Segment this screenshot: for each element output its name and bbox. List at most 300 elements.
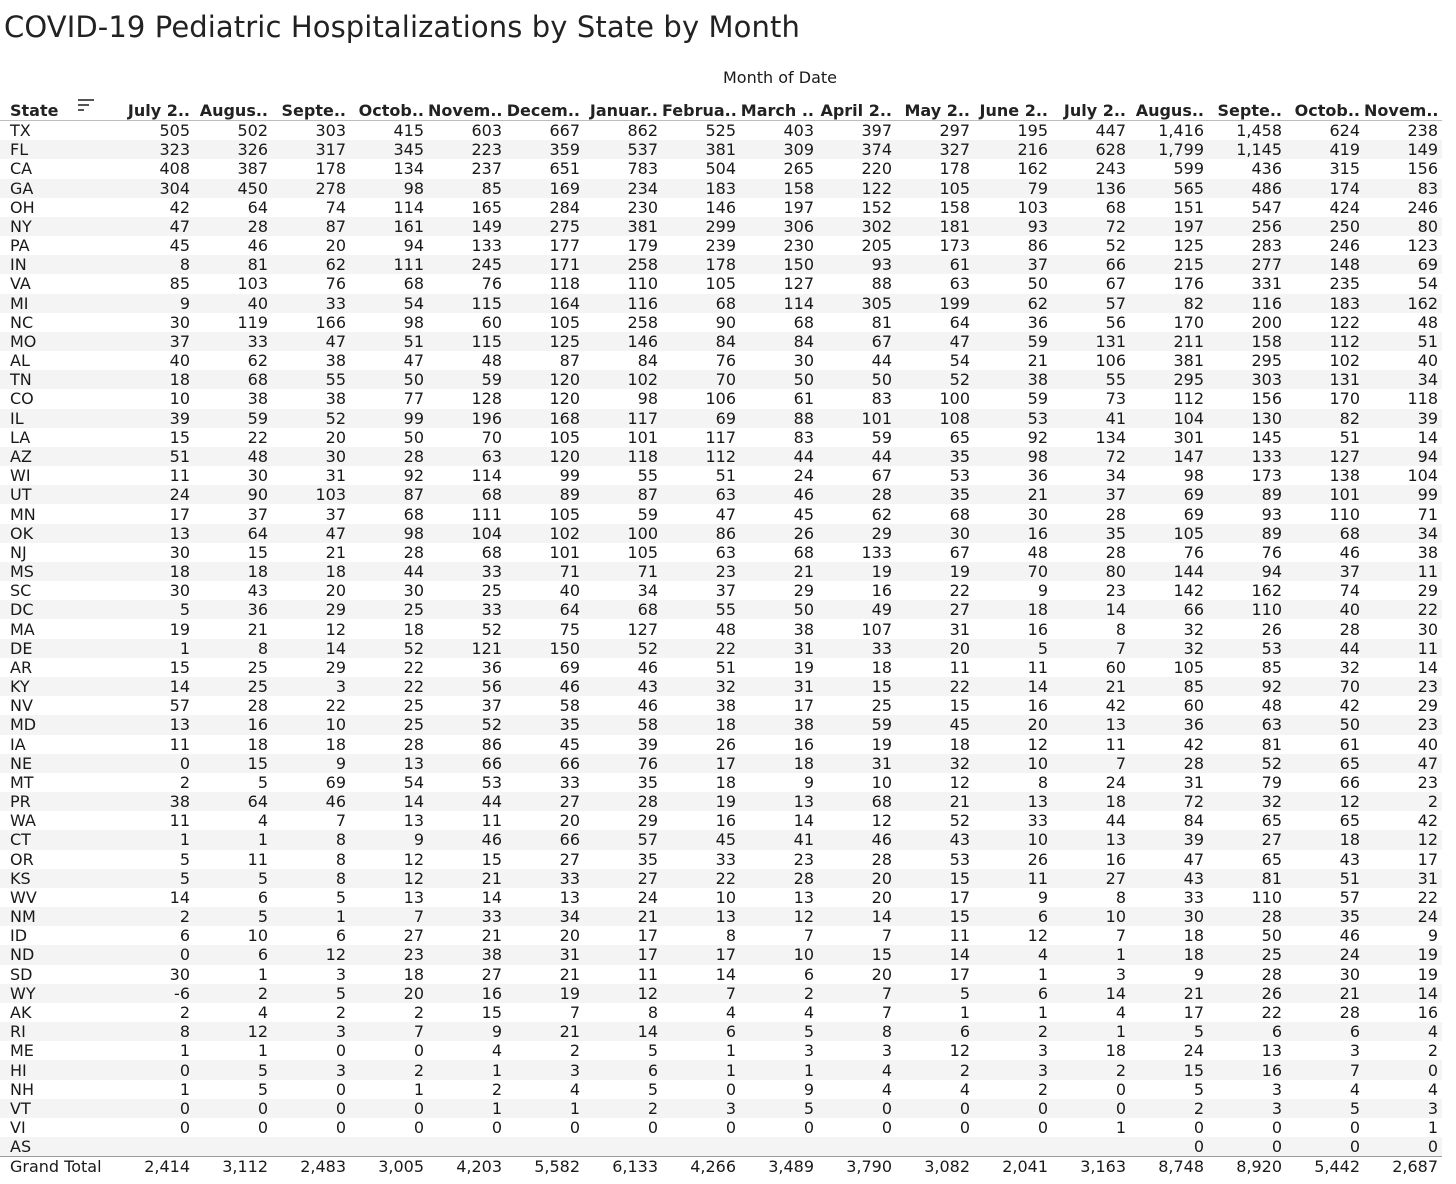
state-cell: ID [10, 926, 28, 946]
value-cell: 13 [559, 887, 580, 907]
value-cell: 0 [1037, 1118, 1048, 1138]
value-cell: 14 [325, 638, 346, 658]
value-cell: 7 [803, 926, 814, 946]
value-cell: 4 [881, 1060, 892, 1080]
value-cell: 85 [1261, 657, 1282, 677]
table-row [0, 1022, 1442, 1041]
grand-total-row [0, 1157, 1442, 1177]
month-column-header[interactable]: June 2.. [979, 101, 1048, 120]
value-cell: 44 [403, 562, 424, 582]
value-cell: 0 [959, 1118, 970, 1138]
value-cell: 45 [793, 504, 814, 524]
value-cell: 278 [315, 178, 346, 198]
value-cell: 30 [169, 964, 190, 984]
value-cell: 31 [325, 466, 346, 486]
value-cell: 277 [1251, 255, 1282, 275]
value-cell: 20 [871, 887, 892, 907]
value-cell: 47 [1417, 753, 1438, 773]
value-cell: 20 [403, 983, 424, 1003]
state-cell: MT [10, 772, 34, 792]
value-cell: 65 [1261, 811, 1282, 831]
value-cell: 0 [179, 1060, 190, 1080]
value-cell: 84 [715, 331, 736, 351]
month-column-header[interactable]: March .. [740, 101, 814, 120]
value-cell: 48 [715, 619, 736, 639]
month-column-header[interactable]: Augus.. [199, 101, 268, 120]
value-cell: 131 [1095, 331, 1126, 351]
value-cell: 98 [403, 523, 424, 543]
value-cell: 52 [1105, 236, 1126, 256]
value-cell: 98 [1183, 466, 1204, 486]
value-cell: 20 [325, 581, 346, 601]
value-cell: 31 [793, 638, 814, 658]
value-cell: 5 [179, 600, 190, 620]
value-cell: 79 [1027, 178, 1048, 198]
value-cell: 215 [1173, 255, 1204, 275]
value-cell: 331 [1251, 274, 1282, 294]
value-cell: 33 [715, 849, 736, 869]
sort-icon[interactable] [78, 99, 94, 113]
value-cell: 25 [403, 600, 424, 620]
value-cell: 147 [1173, 447, 1204, 466]
value-cell: 26 [793, 523, 814, 543]
value-cell: 14 [1105, 983, 1126, 1003]
value-cell: 25 [247, 677, 268, 697]
value-cell: 565 [1173, 178, 1204, 198]
month-column-header[interactable]: Septe.. [1217, 101, 1282, 120]
value-cell: 28 [403, 542, 424, 562]
value-cell: 624 [1329, 121, 1360, 141]
value-cell: 30 [1417, 619, 1438, 639]
value-cell: 30 [403, 581, 424, 601]
value-cell: 162 [1407, 293, 1438, 313]
value-cell: 98 [637, 389, 658, 409]
value-cell: 127 [783, 274, 814, 294]
value-cell: 381 [1173, 351, 1204, 371]
value-cell: 112 [1173, 389, 1204, 409]
value-cell: 150 [783, 255, 814, 275]
grand-total-cell: 6,133 [584, 1157, 662, 1177]
value-cell: 19 [169, 619, 190, 639]
value-cell: 55 [325, 370, 346, 390]
value-cell: 1 [725, 1060, 736, 1080]
value-cell: 57 [169, 696, 190, 716]
value-cell: 171 [549, 255, 580, 275]
month-column-header[interactable]: May 2.. [904, 101, 970, 120]
value-cell: 1 [179, 1079, 190, 1099]
state-cell: KY [10, 677, 30, 697]
value-cell: 105 [549, 427, 580, 447]
header-row [0, 94, 1442, 121]
value-cell: 0 [335, 1118, 346, 1138]
value-cell: 54 [403, 772, 424, 792]
value-cell: 59 [1027, 331, 1048, 351]
table-row [0, 600, 1442, 619]
state-cell: NY [10, 216, 32, 236]
value-cell: 31 [1183, 772, 1204, 792]
value-cell: 12 [247, 1022, 268, 1042]
state-cell: OR [10, 849, 34, 869]
state-cell: TN [10, 370, 32, 390]
value-cell: 183 [1329, 293, 1360, 313]
value-cell: 101 [627, 427, 658, 447]
month-column-header[interactable]: July 2.. [127, 101, 190, 120]
value-cell: 20 [1027, 715, 1048, 735]
value-cell: 295 [1173, 370, 1204, 390]
value-cell: 46 [871, 830, 892, 850]
value-cell: 48 [1417, 312, 1438, 332]
value-cell: 28 [1339, 1002, 1360, 1022]
value-cell: 99 [559, 466, 580, 486]
value-cell: 12 [1339, 792, 1360, 812]
value-cell: 38 [481, 945, 502, 965]
value-cell: 144 [1173, 562, 1204, 582]
value-cell: 7 [725, 983, 736, 1003]
value-cell: 27 [481, 964, 502, 984]
value-cell: 2 [1193, 1098, 1204, 1118]
value-cell: 55 [715, 600, 736, 620]
table-row [0, 1118, 1442, 1137]
value-cell: 30 [1027, 504, 1048, 524]
table-row [0, 1137, 1442, 1157]
value-cell: 64 [949, 312, 970, 332]
value-cell: 403 [783, 121, 814, 141]
value-cell: 15 [1183, 1060, 1204, 1080]
month-column-header[interactable]: Decem.. [506, 101, 580, 120]
value-cell: 75 [559, 619, 580, 639]
value-cell: 18 [715, 772, 736, 792]
value-cell: 22 [1261, 1002, 1282, 1022]
value-cell: 99 [1417, 485, 1438, 505]
value-cell: 128 [471, 389, 502, 409]
month-column-header[interactable]: Octob.. [1294, 101, 1360, 120]
value-cell: 87 [559, 351, 580, 371]
value-cell: 0 [881, 1098, 892, 1118]
value-cell: 45 [559, 734, 580, 754]
value-cell: 38 [169, 792, 190, 812]
grand-total-cell: 3,112 [194, 1157, 272, 1177]
value-cell: 93 [871, 255, 892, 275]
value-cell: 81 [1261, 868, 1282, 888]
month-column-header[interactable]: Januar.. [589, 101, 658, 120]
month-column-header[interactable]: Augus.. [1135, 101, 1204, 120]
value-cell: 14 [169, 887, 190, 907]
value-cell: 156 [1407, 159, 1438, 179]
value-cell: 92 [403, 466, 424, 486]
value-cell: 16 [247, 715, 268, 735]
value-cell: 42 [1105, 696, 1126, 716]
value-cell: 13 [1027, 792, 1048, 812]
value-cell: 8 [647, 1002, 658, 1022]
value-cell: 84 [1183, 811, 1204, 831]
value-cell: 30 [169, 542, 190, 562]
value-cell: 104 [1173, 408, 1204, 428]
value-cell: 8 [179, 255, 190, 275]
value-cell: 0 [257, 1098, 268, 1118]
value-cell: 22 [403, 677, 424, 697]
table-row [0, 850, 1442, 869]
value-cell: 37 [325, 504, 346, 524]
value-cell: 81 [1261, 734, 1282, 754]
value-cell: 169 [549, 178, 580, 198]
value-cell: 0 [179, 1098, 190, 1118]
column-group-label: Month of Date [723, 68, 837, 87]
value-cell: 21 [559, 1022, 580, 1042]
grand-total-cell: 3,005 [350, 1157, 428, 1177]
value-cell: 3 [569, 1060, 580, 1080]
value-cell: 48 [481, 351, 502, 371]
data-table [0, 94, 1442, 1176]
value-cell: 237 [471, 159, 502, 179]
value-cell: 151 [1173, 197, 1204, 217]
value-cell: 29 [325, 657, 346, 677]
month-column-header[interactable]: Septe.. [281, 101, 346, 120]
value-cell: 2 [1037, 1079, 1048, 1099]
value-cell: 37 [1027, 255, 1048, 275]
value-cell: 16 [793, 734, 814, 754]
value-cell: 181 [939, 216, 970, 236]
value-cell: 24 [1339, 945, 1360, 965]
value-cell: 173 [939, 236, 970, 256]
value-cell: 295 [1251, 351, 1282, 371]
value-cell: 67 [1105, 274, 1126, 294]
value-cell: 1 [959, 1002, 970, 1022]
table-row [0, 926, 1442, 945]
value-cell: 87 [325, 216, 346, 236]
value-cell: 119 [237, 312, 268, 332]
value-cell: 25 [1261, 945, 1282, 965]
state-cell: AR [10, 657, 33, 677]
value-cell: 72 [1105, 447, 1126, 466]
value-cell: 71 [1417, 504, 1438, 524]
value-cell: 40 [1417, 351, 1438, 371]
value-cell: 69 [1183, 504, 1204, 524]
value-cell: 125 [1173, 236, 1204, 256]
value-cell: 44 [481, 792, 502, 812]
value-cell: 94 [1417, 447, 1438, 466]
value-cell: 6 [1349, 1022, 1360, 1042]
month-column-header[interactable]: Februa.. [662, 101, 737, 120]
value-cell: 303 [1251, 370, 1282, 390]
value-cell: 44 [871, 447, 892, 466]
value-cell: 36 [1027, 312, 1048, 332]
value-cell: 547 [1251, 197, 1282, 217]
value-cell: 30 [169, 581, 190, 601]
value-cell: 45 [715, 830, 736, 850]
month-column-header[interactable]: Octob.. [358, 101, 424, 120]
value-cell: 2 [1427, 792, 1438, 812]
value-cell: 65 [1339, 753, 1360, 773]
month-column-header[interactable]: July 2.. [1063, 101, 1126, 120]
value-cell: 18 [1027, 600, 1048, 620]
value-cell: 5 [257, 1060, 268, 1080]
value-cell: 9 [335, 753, 346, 773]
state-cell: ND [10, 945, 35, 965]
value-cell: 0 [647, 1118, 658, 1138]
value-cell: 8 [335, 849, 346, 869]
value-cell: 5 [257, 868, 268, 888]
value-cell: 408 [159, 159, 190, 179]
value-cell: 27 [559, 792, 580, 812]
state-cell: RI [10, 1022, 26, 1042]
value-cell: 79 [1261, 772, 1282, 792]
value-cell: 102 [627, 370, 658, 390]
value-cell: 20 [559, 926, 580, 946]
value-cell: 19 [871, 562, 892, 582]
column-group-header [0, 68, 1456, 90]
table-row [0, 830, 1442, 849]
value-cell: 5 [803, 1098, 814, 1118]
value-cell: 33 [559, 868, 580, 888]
value-cell: 31 [1417, 868, 1438, 888]
value-cell: 50 [403, 427, 424, 447]
value-cell: 12 [325, 619, 346, 639]
value-cell: 12 [403, 849, 424, 869]
value-cell: 45 [169, 236, 190, 256]
month-column-header[interactable]: Novem.. [1364, 101, 1439, 120]
value-cell: 49 [871, 600, 892, 620]
value-cell: 133 [861, 542, 892, 562]
value-cell: 24 [1417, 907, 1438, 927]
value-cell: 68 [949, 504, 970, 524]
value-cell: 258 [627, 312, 658, 332]
value-cell: 43 [247, 581, 268, 601]
value-cell: 41 [1105, 408, 1126, 428]
value-cell: 68 [1105, 197, 1126, 217]
month-column-header[interactable]: Novem.. [428, 101, 503, 120]
value-cell: 3 [1271, 1098, 1282, 1118]
value-cell: 111 [471, 504, 502, 524]
value-cell: 99 [403, 408, 424, 428]
value-cell: 8 [335, 868, 346, 888]
value-cell: 55 [637, 466, 658, 486]
value-cell: 35 [1339, 907, 1360, 927]
value-cell: 205 [861, 236, 892, 256]
table-row [0, 504, 1442, 523]
value-cell: 22 [325, 696, 346, 716]
value-cell: 72 [1183, 792, 1204, 812]
state-cell: AL [10, 351, 30, 371]
state-header-label: State [10, 101, 59, 120]
value-cell: 38 [325, 389, 346, 409]
value-cell: 110 [1251, 600, 1282, 620]
value-cell: 783 [627, 159, 658, 179]
value-cell: 66 [1339, 772, 1360, 792]
value-cell: 305 [861, 293, 892, 313]
value-cell: 66 [559, 830, 580, 850]
value-cell: 85 [481, 178, 502, 198]
value-cell: 114 [393, 197, 424, 217]
value-cell: 9 [179, 293, 190, 313]
value-cell: 52 [1261, 753, 1282, 773]
table-row [0, 1060, 1442, 1079]
value-cell: 105 [627, 542, 658, 562]
value-cell: 283 [1251, 236, 1282, 256]
value-cell: 16 [1261, 1060, 1282, 1080]
value-cell: 29 [793, 581, 814, 601]
value-cell: 0 [413, 1041, 424, 1061]
value-cell: 76 [481, 274, 502, 294]
value-cell: 102 [549, 523, 580, 543]
value-cell: 16 [1105, 849, 1126, 869]
value-cell: 29 [1417, 696, 1438, 716]
value-cell: 130 [1251, 408, 1282, 428]
value-cell: 55 [1105, 370, 1126, 390]
value-cell: 17 [169, 504, 190, 524]
value-cell: 162 [1017, 159, 1048, 179]
value-cell: 58 [637, 715, 658, 735]
value-cell: 0 [179, 945, 190, 965]
value-cell: 60 [1183, 696, 1204, 716]
value-cell: 64 [247, 792, 268, 812]
value-cell [506, 1137, 584, 1157]
value-cell: 284 [549, 197, 580, 217]
value-cell: 0 [1193, 1137, 1204, 1157]
value-cell: 7 [413, 907, 424, 927]
value-cell: 11 [1105, 734, 1126, 754]
value-cell: 36 [1183, 715, 1204, 735]
value-cell: 50 [1261, 926, 1282, 946]
table-row [0, 428, 1442, 447]
value-cell: 200 [1251, 312, 1282, 332]
value-cell: 0 [1193, 1118, 1204, 1138]
value-cell: 0 [335, 1079, 346, 1099]
value-cell: 173 [1251, 466, 1282, 486]
month-column-header[interactable]: April 2.. [820, 101, 892, 120]
value-cell: 33 [481, 600, 502, 620]
value-cell: 22 [715, 868, 736, 888]
value-cell: 27 [949, 600, 970, 620]
value-cell: 133 [471, 236, 502, 256]
value-cell: 199 [939, 293, 970, 313]
value-cell: 68 [715, 293, 736, 313]
state-column-header[interactable] [0, 94, 116, 121]
state-cell: WA [10, 811, 36, 831]
value-cell: 16 [1027, 523, 1048, 543]
value-cell: 19 [871, 734, 892, 754]
value-cell: 21 [1183, 983, 1204, 1003]
state-cell: OK [10, 523, 34, 543]
state-cell: AK [10, 1002, 32, 1022]
value-cell: 12 [403, 868, 424, 888]
value-cell: 47 [325, 331, 346, 351]
value-cell: 17 [637, 926, 658, 946]
state-cell: MN [10, 504, 36, 524]
value-cell: 0 [179, 753, 190, 773]
value-cell: 114 [783, 293, 814, 313]
value-cell: 48 [1261, 696, 1282, 716]
value-cell: 89 [1261, 523, 1282, 543]
value-cell: 93 [1261, 504, 1282, 524]
table-row [0, 236, 1442, 255]
value-cell: 0 [413, 1098, 424, 1118]
value-cell: 3 [1427, 1098, 1438, 1118]
value-cell: 122 [861, 178, 892, 198]
value-cell: 38 [325, 351, 346, 371]
value-cell: 11 [637, 964, 658, 984]
value-cell: 23 [1417, 715, 1438, 735]
table-row [0, 351, 1442, 370]
value-cell: 67 [871, 466, 892, 486]
value-cell: 36 [247, 600, 268, 620]
value-cell: 223 [471, 140, 502, 160]
value-cell: 51 [715, 466, 736, 486]
value-cell: 35 [949, 447, 970, 466]
value-cell: 74 [1339, 581, 1360, 601]
value-cell: 28 [1105, 504, 1126, 524]
value-cell: 84 [637, 351, 658, 371]
state-cell: PR [10, 792, 31, 812]
